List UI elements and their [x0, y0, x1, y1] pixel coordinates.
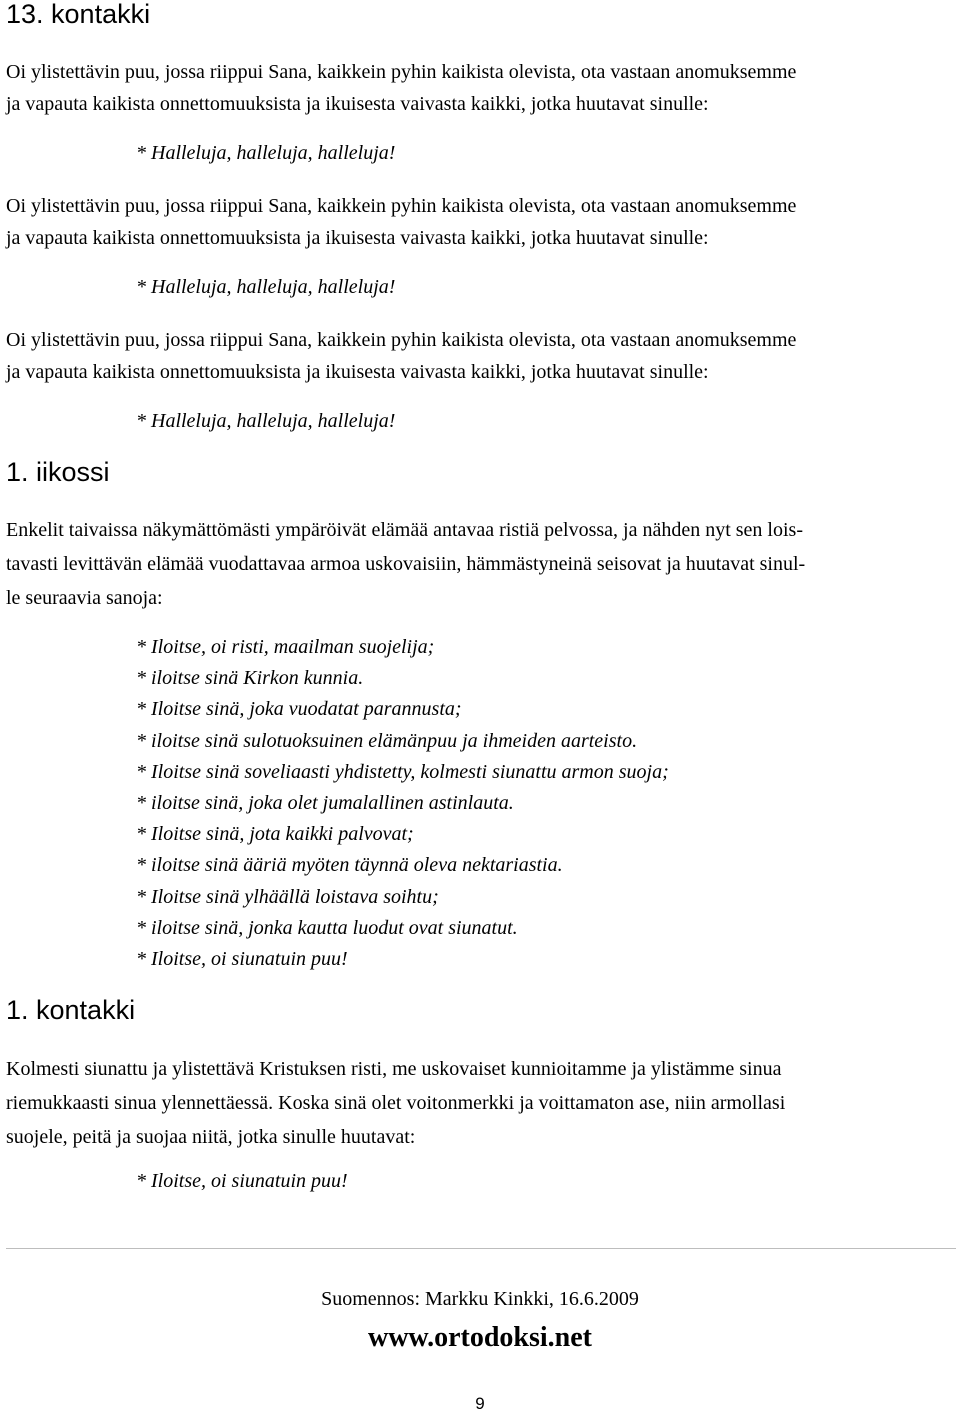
kontakki-refrain: * Iloitse, oi siunatuin puu! — [136, 1170, 348, 1192]
hymn-line: * Iloitse sinä, joka vuodatat parannusta; — [136, 698, 462, 721]
kontakki-line: riemukkaasti sinua ylennettäessä. Koska sinä olet voitonmerkki ja voittamaton ase, niin armollasi — [6, 1092, 786, 1114]
ikossi-line: le seuraavia sanoja: — [6, 587, 163, 609]
stanza-3 — [6, 324, 796, 388]
refrain-2: * Halleluja, halleluja, halleluja! — [136, 276, 396, 298]
hymn-line: * Iloitse sinä soveliaasti yhdistetty, kolmesti siunattu armon suoja; — [136, 760, 669, 783]
stanza-line: Oi ylistettävin puu, jossa riippui Sana, kaikkein pyhin kaikista olevista, ota vastaan anomuksemme — [6, 329, 797, 351]
ikossi-line: Enkelit taivaissa näkymättömästi ympäröivät elämää antavaa ristiä pelvossa, ja nähden nyt sen lois- — [6, 519, 803, 541]
ikossi-line: tavasti levittävän elämää vuodattavaa armoa uskovaisiin, hämmästyneinä seisovat ja huutavat sinul- — [6, 553, 806, 575]
page-number: 9 — [475, 1394, 485, 1413]
stanza-line: ja vapauta kaikista onnettomuuksista ja ikuisesta vaivasta kaikki, jotka huutavat sinulle: — [6, 93, 709, 115]
website-link[interactable]: www.ortodoksi.net — [367, 1322, 592, 1353]
section-title-1-kontakki: 1. kontakki — [6, 995, 136, 1025]
stanza-2 — [6, 190, 796, 254]
hymn-line: * iloitse sinä, jonka kautta luodut ovat siunatut. — [136, 916, 518, 939]
kontakki-paragraph — [6, 1052, 785, 1154]
hymn-line: * iloitse sinä sulotuoksuinen elämänpuu ja ihmeiden aarteisto. — [136, 729, 638, 752]
translator-credit: Suomennos: Markku Kinkki, 16.6.2009 — [321, 1288, 639, 1310]
hymn-line: * Iloitse, oi risti, maailman suojelija; — [136, 636, 435, 658]
hymn-lines — [136, 632, 669, 975]
stanza-line: Oi ylistettävin puu, jossa riippui Sana, kaikkein pyhin kaikista olevista, ota vastaan anomuksemme — [6, 195, 797, 217]
ikossi-paragraph — [6, 513, 805, 615]
kontakki-line: suojele, peitä ja suojaa niitä, jotka sinulle huutavat: — [6, 1126, 416, 1148]
hymn-line: * iloitse sinä, joka olet jumalallinen astinlauta. — [136, 792, 514, 815]
hymn-line: * iloitse sinä Kirkon kunnia. — [136, 667, 364, 690]
hymn-line: * Iloitse, oi siunatuin puu! — [136, 948, 348, 971]
refrain-1: * Halleluja, halleluja, halleluja! — [136, 142, 396, 164]
stanza-line: Oi ylistettävin puu, jossa riippui Sana, kaikkein pyhin kaikista olevista, ota vastaan anomuksemme — [6, 61, 797, 83]
refrain-3: * Halleluja, halleluja, halleluja! — [136, 410, 396, 432]
section-title-13-kontakki: 13. kontakki — [6, 0, 151, 29]
stanza-line: ja vapauta kaikista onnettomuuksista ja ikuisesta vaivasta kaikki, jotka huutavat sinulle: — [6, 227, 709, 249]
hymn-line: * Iloitse sinä, jota kaikki palvovat; — [136, 823, 414, 846]
hymn-line: * iloitse sinä ääriä myöten täynnä oleva nektariastia. — [136, 854, 563, 877]
hymn-line: * Iloitse sinä ylhäällä loistava soihtu; — [136, 885, 439, 908]
footer-divider — [6, 1248, 956, 1249]
kontakki-line: Kolmesti siunattu ja ylistettävä Kristuksen risti, me uskovaiset kunnioitamme ja ylistämme sinua — [6, 1058, 782, 1080]
stanza-line: ja vapauta kaikista onnettomuuksista ja ikuisesta vaivasta kaikki, jotka huutavat sinulle: — [6, 361, 709, 383]
stanza-1 — [6, 56, 796, 120]
section-title-1-iikossi: 1. iikossi — [6, 457, 110, 487]
